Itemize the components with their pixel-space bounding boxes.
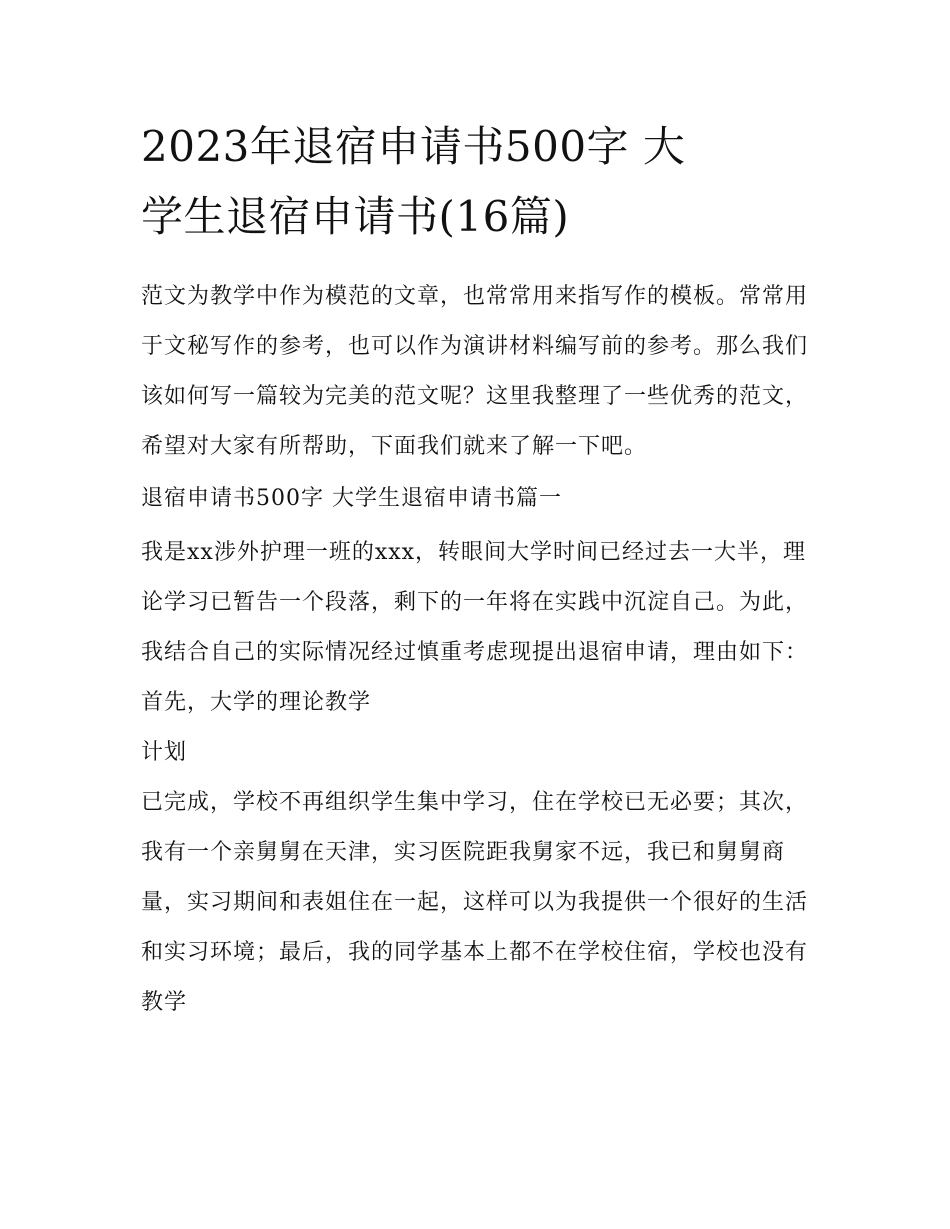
section-heading: 退宿申请书500字 大学生退宿申请书篇一 [141,486,562,511]
intro-paragraph: 范文为教学中作为模范的文章，也常常用来指写作的模板。常常用于文秘写作的参考，也可以作为演讲材料编写前的参考。那么我们该如何写一篇较为完美的范文呢？这里我整理了一些优秀的范文，希望对大家有所帮助，下面我们就来了解一下吧。 [141,284,809,459]
title-line-1: 2023年退宿申请书500字 大 [141,122,686,171]
body-paragraph-2: 已完成，学校不再组织学生集中学习，住在学校已无必要；其次，我有一个亲舅舅在天津，实习医院距我舅家不远，我已和舅舅商量，实习期间和表姐住在一起，这样可以为我提供一个很好的生活和实习环境；最后，我的同学基本上都不在学校住宿，学校也没有教学 [141,790,809,1015]
plan-word: 计划 [141,740,188,765]
document-page [141,112,813,1028]
document-title [141,112,813,252]
body-paragraph-1: 我是xx涉外护理一班的xxx，转眼间大学时间已经过去一大半，理论学习已暂告一个段落，剩下的一年将在实践中沉淀自己。为此，我结合自己的实际情况经过慎重考虑现提出退宿申请，理由如下：首先，大学的理论教学 [141,540,809,715]
title-line-2: 学生退宿申请书(16篇) [141,192,570,241]
